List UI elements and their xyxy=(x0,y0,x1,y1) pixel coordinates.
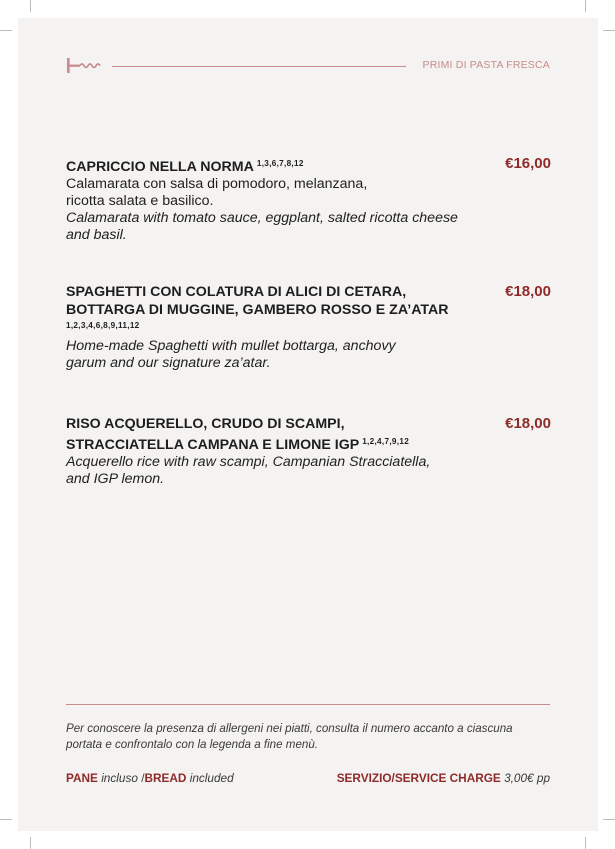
dish-description-it xyxy=(66,176,466,210)
dish-name-text: CAPRICCIO NELLA NORMA xyxy=(66,159,254,175)
crop-mark xyxy=(30,837,31,849)
crop-mark xyxy=(0,819,12,820)
allergen-codes: 1,2,3,4,6,8,9,11,12 xyxy=(66,321,140,330)
dish-description-en xyxy=(66,454,476,488)
page-header xyxy=(66,56,550,76)
description-line: Calamarata with tomato sauce, eggplant, salted ricotta cheese xyxy=(66,210,458,226)
corkscrew-icon xyxy=(66,56,106,76)
bread-separator: / xyxy=(141,771,145,785)
dish-name xyxy=(66,415,461,454)
bread-label-it: PANE xyxy=(66,771,98,785)
bread-value-it: incluso xyxy=(101,771,138,785)
allergen-note xyxy=(66,721,556,753)
dish-item xyxy=(66,283,551,372)
allergen-codes: 1,2,4,7,9,12 xyxy=(362,437,410,446)
crop-mark xyxy=(603,819,615,820)
note-line: Per conoscere la presenza di allergeni nei piatti, consulta il numero accanto a ciascuna xyxy=(66,722,513,735)
dish-name xyxy=(66,155,461,176)
dish-description-en xyxy=(66,210,476,244)
description-line: Home-made Spaghetti with mullet bottarga, anchovy xyxy=(66,338,396,354)
section-title: PRIMI DI PASTA FRESCA xyxy=(422,59,550,71)
footer-divider xyxy=(66,704,550,705)
dish-price: €18,00 xyxy=(505,283,551,300)
service-charge-label: SERVIZIO/SERVICE CHARGE xyxy=(336,771,501,785)
description-line: Calamarata con salsa di pomodoro, melanzana, xyxy=(66,176,368,192)
note-line: portata e confrontalo con la legenda a fine menù. xyxy=(66,738,319,751)
description-line: and basil. xyxy=(66,227,127,243)
description-line: and IGP lemon. xyxy=(66,471,165,487)
dish-name-line: SPAGHETTI CON COLATURA DI ALICI DI CETARA, xyxy=(66,284,407,300)
bread-info xyxy=(66,770,234,786)
crop-mark xyxy=(0,30,12,31)
service-charge-info xyxy=(337,770,550,786)
description-line: ricotta salata e basilico. xyxy=(66,193,214,209)
header-divider xyxy=(112,66,406,67)
description-line: garum and our signature za’atar. xyxy=(66,355,271,371)
crop-mark xyxy=(603,30,615,31)
allergen-codes: 1,3,6,7,8,12 xyxy=(256,159,304,168)
dish-name-line: RISO ACQUERELLO, CRUDO DI SCAMPI, xyxy=(66,416,345,432)
service-charge-value: 3,00€ pp xyxy=(504,771,550,785)
menu-page xyxy=(18,18,598,831)
crop-mark xyxy=(30,0,31,12)
dish-item xyxy=(66,415,551,488)
dish-name-line xyxy=(66,433,461,454)
dish-name-text: STRACCIATELLA CAMPANA E LIMONE IGP xyxy=(66,437,360,453)
description-line: Acquerello rice with raw scampi, Campanian Stracciatella, xyxy=(66,454,431,470)
dish-description-en xyxy=(66,338,476,372)
dish-price: €18,00 xyxy=(505,415,551,432)
bread-value-en: included xyxy=(189,771,234,785)
dish-name-line: BOTTARGA DI MUGGINE, GAMBERO ROSSO E ZA’ATAR xyxy=(66,302,449,318)
bread-label-en: BREAD xyxy=(144,771,187,785)
dish-name xyxy=(66,283,461,332)
crop-mark xyxy=(585,837,586,849)
crop-mark xyxy=(585,0,586,12)
dish-price: €16,00 xyxy=(505,155,551,172)
dish-item xyxy=(66,155,551,244)
